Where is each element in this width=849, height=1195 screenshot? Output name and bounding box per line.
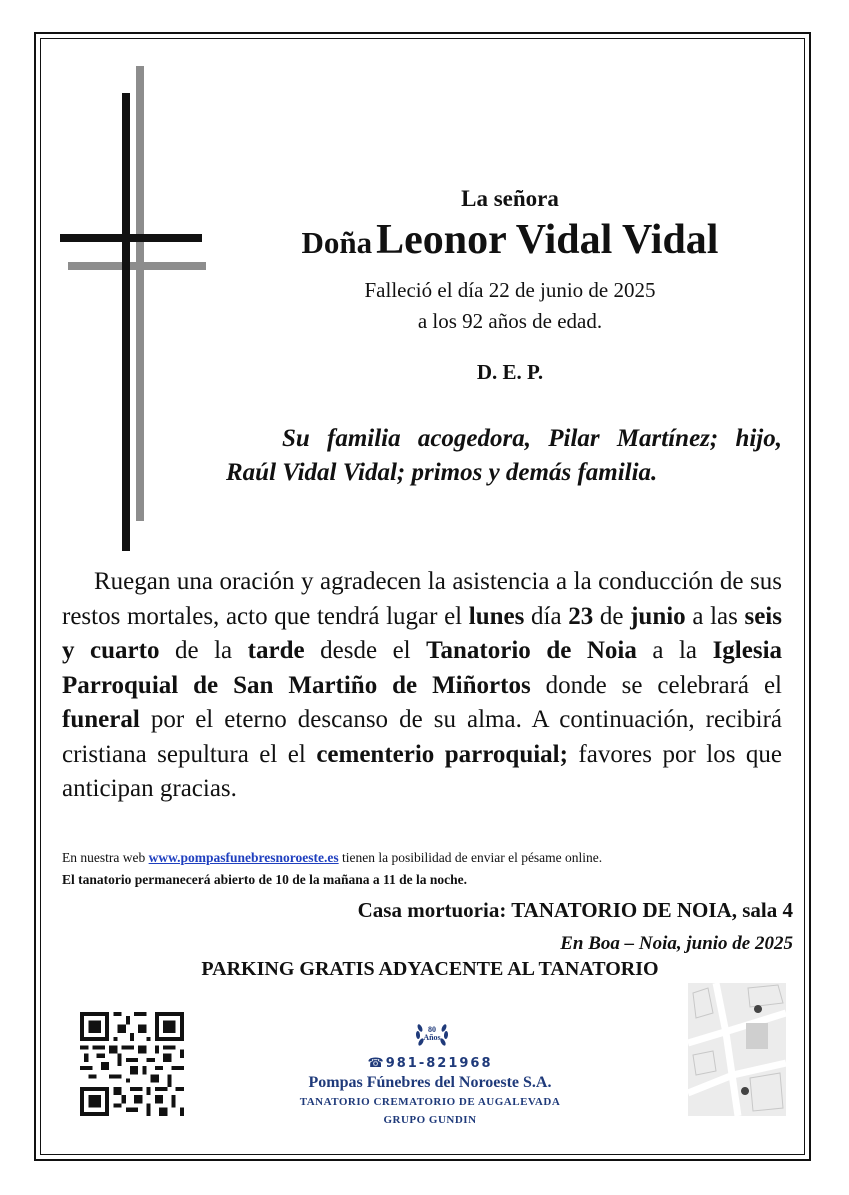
body-bold: cementerio parroquial; (316, 740, 568, 768)
logo-anos: Años (423, 1033, 441, 1042)
black-cross-horizontal (60, 234, 202, 242)
logo-text (412, 1026, 452, 1042)
website-link[interactable]: www.pompasfunebresnoroeste.es (148, 850, 339, 865)
title-senora: La señora (461, 186, 559, 211)
family-text: Su familia acogedora, Pilar Martínez; hijo, Raúl Vidal Vidal; primos y demás familia. (226, 425, 782, 486)
dep-text: D. E. P. (476, 360, 544, 384)
place-date: En Boa – Noia, junio de 2025 (560, 933, 793, 954)
body-bold: Iglesia Parroquial de San Martiño de Miñortos (62, 637, 783, 699)
body-segment: de (593, 602, 631, 630)
age-text: a los 92 años de edad. (417, 309, 603, 333)
crematorio-name: TANATORIO CREMATORIO DE AUGALEVADA (299, 1096, 561, 1108)
ceremony-text (62, 565, 782, 807)
casa-mortuoria: Casa mortuoria: TANATORIO DE NOIA, sala 4 (357, 898, 793, 922)
body-bold: junio (630, 602, 686, 630)
body-bold: 23 (568, 602, 594, 630)
body-bold: funeral (62, 706, 140, 733)
body-segment: a las (685, 602, 745, 630)
body-bold: seis y cuarto (62, 602, 782, 664)
logo-80: 80 (428, 1025, 436, 1034)
web-note-after: tienen la posibilidad de enviar el pésame online. (338, 850, 603, 865)
parking-note: PARKING GRATIS ADYACENTE AL TANATORIO (201, 958, 659, 980)
body-segment: favores por los que anticipan gracias. (62, 740, 783, 802)
location-map[interactable] (688, 983, 786, 1116)
death-date: Falleció el día 22 de junio de 2025 (364, 278, 656, 302)
name-prefix: Doña (301, 225, 373, 260)
body-segment: de la (159, 637, 248, 664)
body-bold: Tanatorio de Noia (426, 637, 637, 664)
body-segment: día (524, 602, 569, 630)
body-segment: desde el (304, 637, 427, 664)
body-bold: tarde (247, 637, 305, 664)
qr-code[interactable] (80, 1012, 184, 1116)
grey-cross-vertical (136, 66, 144, 521)
body-segment: Ruegan una oración y agradecen la asistencia a la conducción de sus restos mortales, acto que tendrá lugar el (62, 568, 782, 630)
group-name: GRUPO GUNDIN (383, 1114, 477, 1126)
grey-cross-horizontal (68, 262, 206, 270)
web-note (62, 850, 802, 866)
body-segment: donde se celebrará el (530, 671, 782, 699)
hours-note: El tanatorio permanecerá abierto de 10 de la mañana a 11 de la noche. (62, 872, 467, 887)
deceased-name: Leonor Vidal Vidal (376, 217, 719, 263)
company-name: Pompas Fúnebres del Noroeste S.A. (308, 1074, 552, 1091)
deceased-name-line (220, 216, 800, 264)
web-note-before: En nuestra web (62, 850, 149, 865)
black-cross-vertical (122, 93, 130, 551)
phone-number[interactable]: ☎981-821968 (367, 1056, 493, 1071)
body-segment: a la (636, 637, 713, 664)
body-segment: por el eterno descanso de su alma. A continuación, recibirá cristiana sepultura el el (62, 706, 782, 768)
body-bold: lunes (468, 602, 525, 630)
